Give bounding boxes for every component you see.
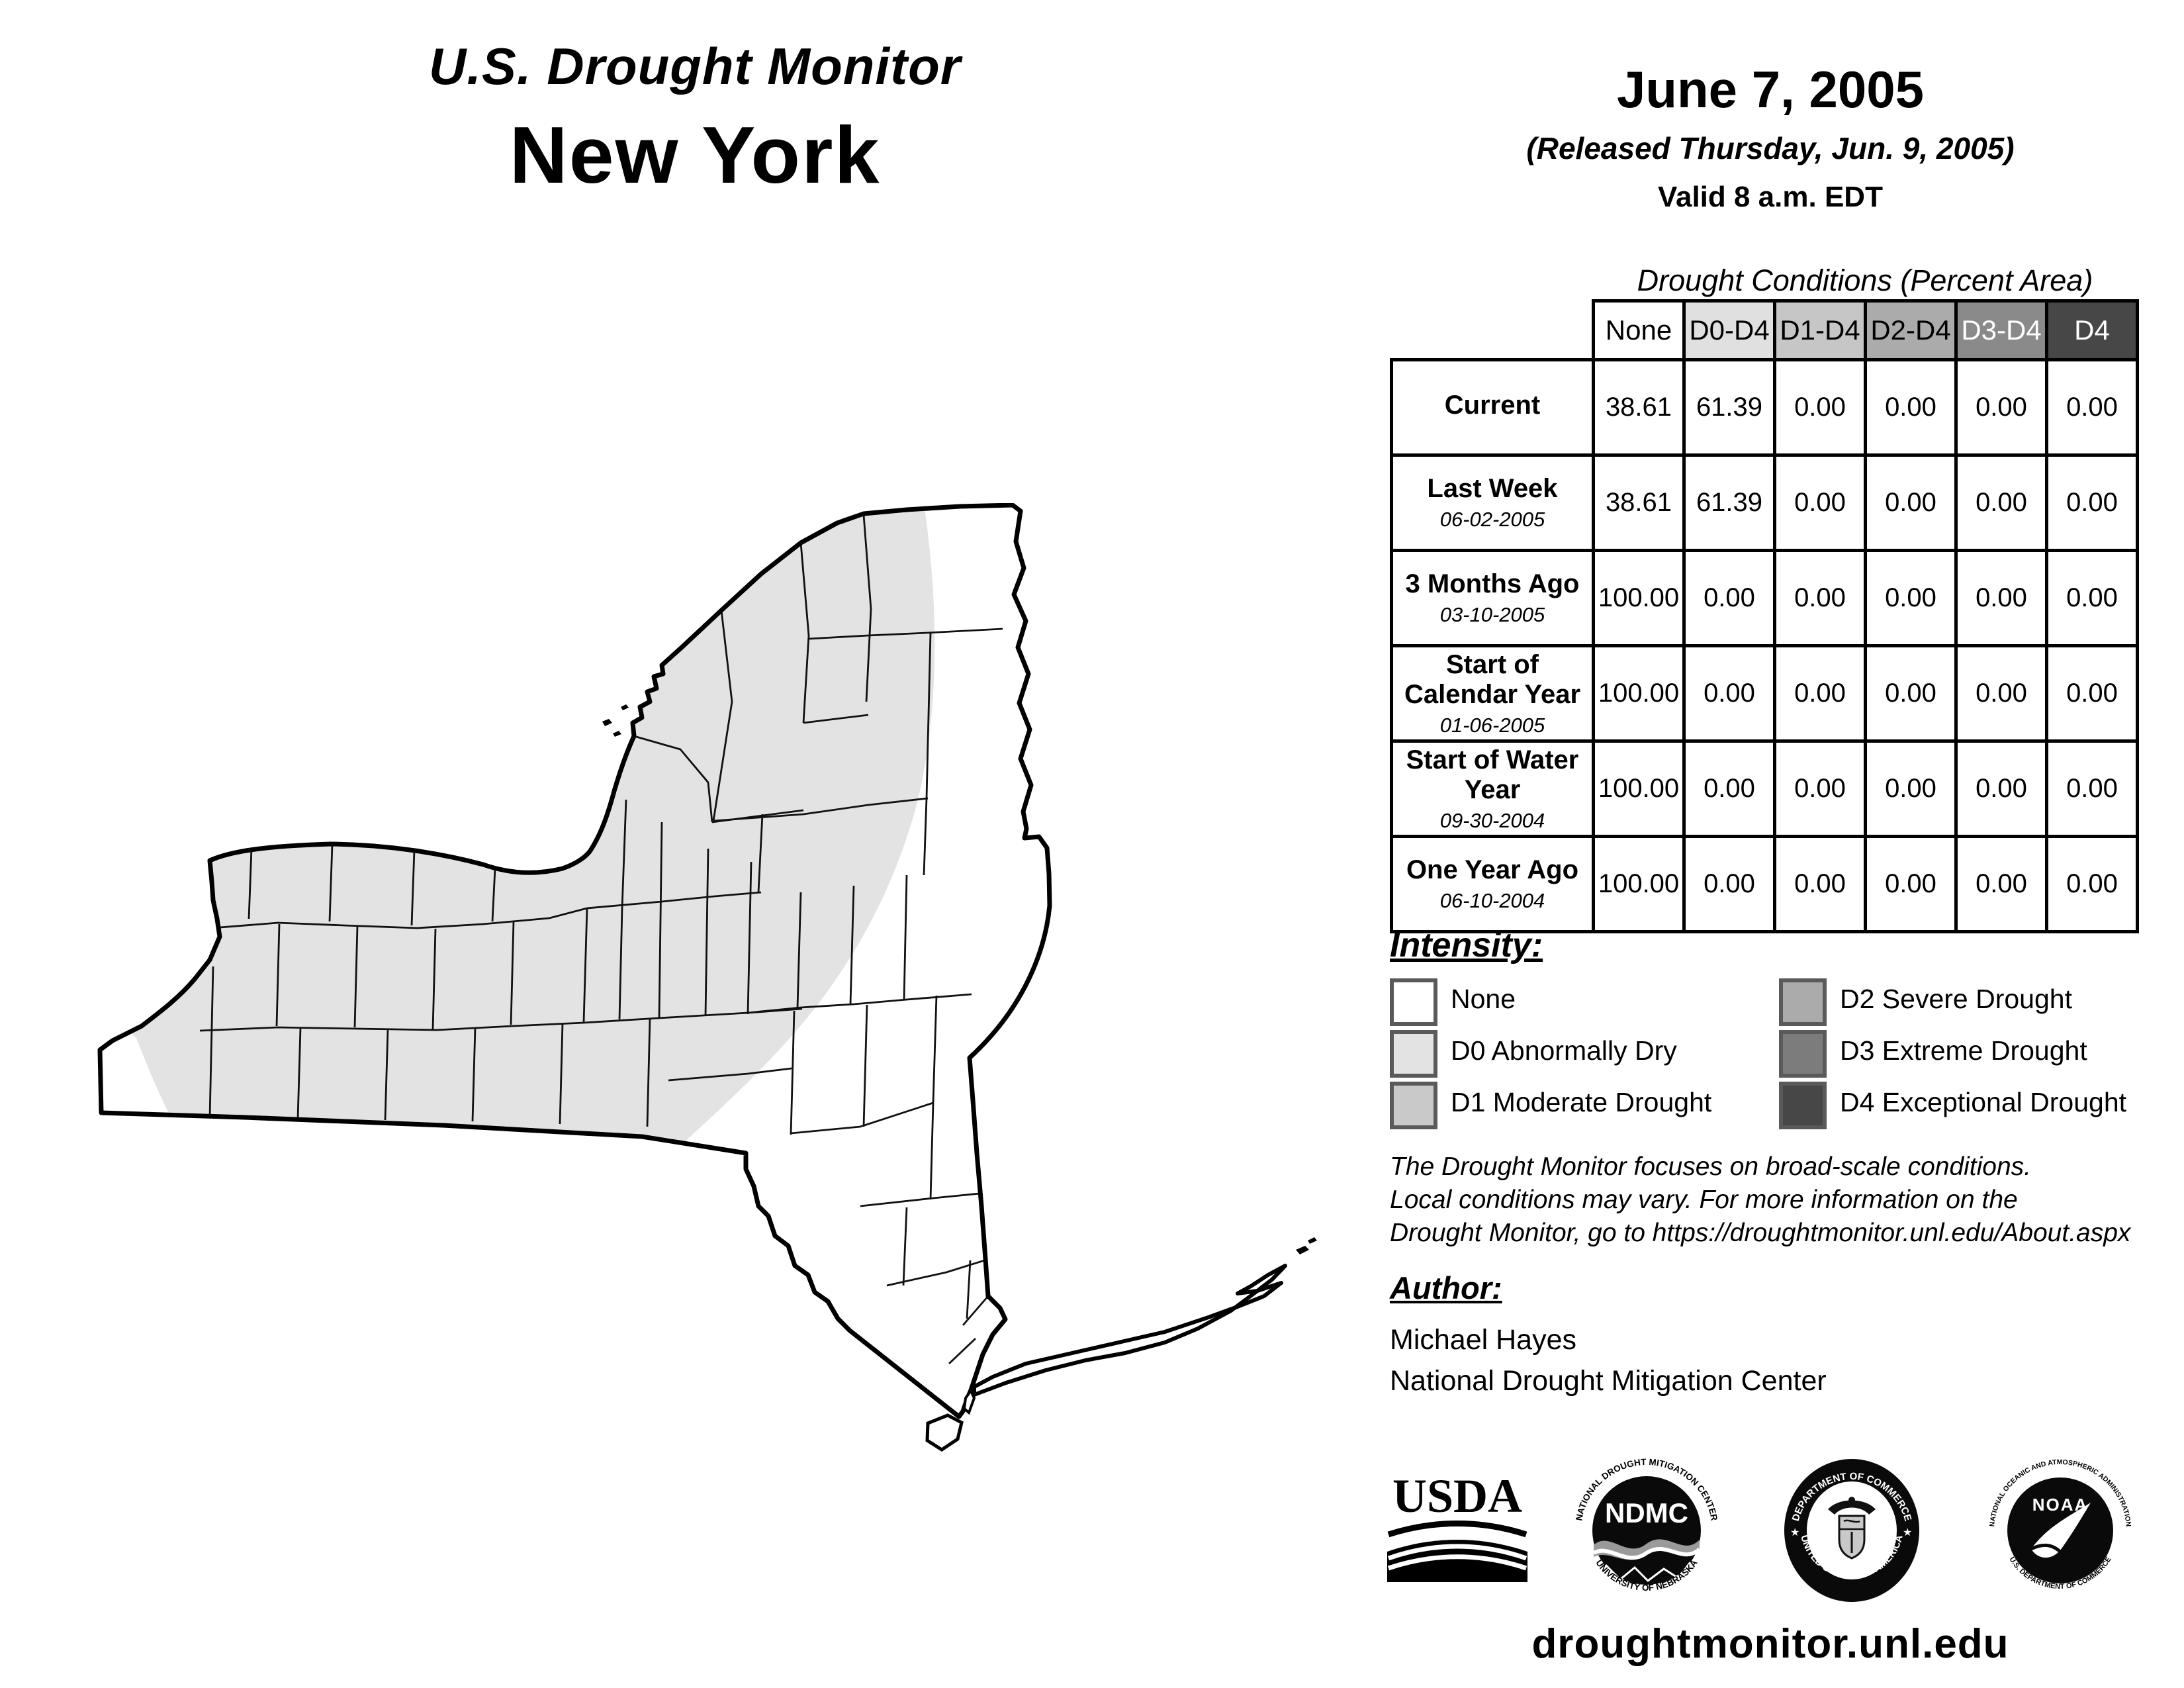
value-cell: 0.00 xyxy=(1866,837,1956,932)
d0-swatch xyxy=(1390,1030,1437,1078)
svg-text:UNIVERSITY OF NEBRASKA: UNIVERSITY OF NEBRASKA xyxy=(1594,1558,1700,1593)
date-block xyxy=(1377,60,2164,214)
table-row xyxy=(1392,741,2138,837)
map-svg xyxy=(46,503,1324,1470)
value-cell: 38.61 xyxy=(1594,455,1684,551)
col-header-d1d4: D1-D4 xyxy=(1775,301,1866,360)
disclaimer-text: The Drought Monitor focuses on broad-scale conditions. Local conditions may vary. For more information on the Drought Monitor, go to https://droughtmonitor.unl.edu/About.aspx xyxy=(1390,1152,2131,1247)
value-cell: 100.00 xyxy=(1594,551,1684,646)
svg-text:U.S. DEPARTMENT OF COMMERCE: U.S. DEPARTMENT OF COMMERCE xyxy=(2007,1555,2113,1591)
col-header-d4: D4 xyxy=(2047,301,2138,360)
usda-wordmark: USDA xyxy=(1392,1471,1523,1523)
long-island-outline xyxy=(974,1266,1285,1395)
released-date: (Released Thursday, Jun. 9, 2005) xyxy=(1526,131,2015,165)
value-cell: 0.00 xyxy=(1956,837,2047,932)
seal-star-left: ★ xyxy=(1790,1527,1800,1538)
valid-time: Valid 8 a.m. EDT xyxy=(1658,181,1883,213)
intensity-heading: Intensity: xyxy=(1390,926,1543,964)
value-cell: 38.61 xyxy=(1594,360,1684,455)
table-header-row xyxy=(1392,301,2138,360)
lake-ontario-island-2 xyxy=(613,731,621,737)
value-cell: 0.00 xyxy=(1775,360,1866,455)
value-cell: 0.00 xyxy=(1956,646,2047,741)
table-row xyxy=(1392,837,2138,932)
row-label-start-water-year: Start of Water Year 09-30-2004 xyxy=(1392,741,1594,837)
seal-star-right: ★ xyxy=(1903,1527,1913,1538)
table-row xyxy=(1392,551,2138,646)
svg-text:UNITED STATES OF AMERICA: UNITED STATES OF AMERICA xyxy=(1798,1534,1905,1581)
table-row xyxy=(1392,360,2138,455)
value-cell: 100.00 xyxy=(1594,741,1684,837)
value-cell: 0.00 xyxy=(1684,741,1775,837)
value-cell: 0.00 xyxy=(1775,741,1866,837)
table-row xyxy=(1392,646,2138,741)
value-cell: 61.39 xyxy=(1684,455,1775,551)
value-cell: 0.00 xyxy=(1775,837,1866,932)
value-cell: 0.00 xyxy=(2047,551,2138,646)
value-cell: 0.00 xyxy=(2047,455,2138,551)
value-cell: 0.00 xyxy=(1956,741,2047,837)
author-name: Michael Hayes xyxy=(1390,1324,1576,1356)
table-row xyxy=(1392,455,2138,551)
report-title: U.S. Drought Monitor xyxy=(428,37,962,95)
value-cell: 0.00 xyxy=(1956,360,2047,455)
value-cell: 0.00 xyxy=(1866,551,1956,646)
commerce-seal xyxy=(1779,1454,1925,1607)
table-corner-cell xyxy=(1392,301,1594,360)
table-caption: Drought Conditions (Percent Area) xyxy=(1637,263,2093,297)
value-cell: 100.00 xyxy=(1594,646,1684,741)
value-cell: 0.00 xyxy=(1956,455,2047,551)
drought-conditions-table xyxy=(1390,299,2139,933)
value-cell: 0.00 xyxy=(2047,837,2138,932)
noaa-logo xyxy=(1981,1451,2140,1610)
state-title: New York xyxy=(509,110,881,200)
lake-ontario-island-3 xyxy=(621,704,629,710)
ndmc-logo xyxy=(1567,1451,1726,1610)
author-heading: Author: xyxy=(1390,1270,1502,1305)
value-cell: 0.00 xyxy=(2047,741,2138,837)
value-cell: 0.00 xyxy=(1775,455,1866,551)
value-cell: 0.00 xyxy=(1866,741,1956,837)
value-cell: 100.00 xyxy=(1594,837,1684,932)
ndmc-wordmark: NDMC xyxy=(1605,1497,1688,1528)
value-cell: 0.00 xyxy=(1775,551,1866,646)
staten-island-outline xyxy=(927,1415,962,1450)
d4-swatch xyxy=(1779,1082,1827,1129)
value-cell: 0.00 xyxy=(1684,646,1775,741)
d2-swatch xyxy=(1779,978,1827,1026)
row-label-3-months-ago: 3 Months Ago 03-10-2005 xyxy=(1392,551,1594,646)
fishers-island xyxy=(1296,1246,1309,1254)
usda-logo xyxy=(1387,1471,1527,1590)
value-cell: 0.00 xyxy=(1956,551,2047,646)
col-header-none: None xyxy=(1594,301,1684,360)
value-cell: 0.00 xyxy=(1775,646,1866,741)
author-org: National Drought Mitigation Center xyxy=(1390,1365,1827,1397)
svg-text:DEPARTMENT OF COMMERCE: DEPARTMENT OF COMMERCE xyxy=(1790,1470,1914,1523)
new-york-drought-map xyxy=(46,503,1324,1470)
row-label-last-week: Last Week 06-02-2005 xyxy=(1392,455,1594,551)
value-cell: 0.00 xyxy=(1866,646,1956,741)
value-cell: 0.00 xyxy=(1866,360,1956,455)
svg-text:NATIONAL DROUGHT MITIGATION CE: NATIONAL DROUGHT MITIGATION CENTER xyxy=(1574,1456,1719,1522)
d3-swatch xyxy=(1779,1030,1827,1078)
plum-island xyxy=(1308,1237,1317,1244)
row-label-start-calendar-year: Start of Calendar Year 01-06-2005 xyxy=(1392,646,1594,741)
row-label-current: Current xyxy=(1392,360,1594,455)
map-date: June 7, 2005 xyxy=(1617,60,1924,118)
value-cell: 0.00 xyxy=(1866,455,1956,551)
drought-monitor-page: U.S. Drought Monitor New York June 7, 2005 (Released Thursday, Jun. 9, 2005) Valid 8 a.m. EDT Drought Conditions (Percent Area) None D0-D4 D1-D4 D2-D4 D3-D4 D4 Current 38.61 61.39 0.00 0.00 0.00 0.00 Last Week 06-02-2005 38.61 61.39 0.00 0.00 0.00 0.00 3 Months Ago 03-10-2005 100.00 0.00 0.00 0.00 0.00 0.00 Start of Calendar Year 01-06-2005 100.00 0.00 0.00 0.00 0.00 0.00 Start of Water Year 09-30-2004 100.00 0.00 0.00 0.00 0.00 0.00 One Year Ago 06-10-2004 100.00 0.00 0.00 0.00 0.00 0.00 Intensity: None D0 Abnormally Dry D1 Moderate Drought D2 Severe Drought D3 Extreme Drought D4 Exceptional Drought The Drought Monitor focuses on broad-scale conditions. Local conditions may vary. For more information on the Drought Monitor, go to https://droughtmonitor.unl.edu/About.aspx Author: Michael Hayes National Drought Mitigation Center USDA NDMC NATIONAL DROUGHT MITIGATION CENTER UNIVERSITY OF NEBRASKA DEPARTMENT OF COMMERCE UNITED STATES OF AMERICA ★ ★ NOAA NATIONAL OCEANIC AND ATMOSPHERIC ADMINISTRATION U.S. DEPARTMENT OF COMMERCE droughtmonitor.unl.edu xyxy=(0,0,2184,1688)
value-cell: 0.00 xyxy=(2047,646,2138,741)
noaa-wordmark: NOAA xyxy=(2032,1495,2089,1515)
logo-row xyxy=(1382,1451,2163,1610)
col-header-d0d4: D0-D4 xyxy=(1684,301,1775,360)
title-block xyxy=(165,36,1224,201)
lake-ontario-island-1 xyxy=(602,719,612,726)
svg-text:NATIONAL OCEANIC AND ATMOSPHER: NATIONAL OCEANIC AND ATMOSPHERIC ADMINISTRATION xyxy=(1988,1458,2132,1527)
col-header-d3d4: D3-D4 xyxy=(1956,301,2047,360)
none-swatch xyxy=(1390,978,1437,1026)
footer-url: droughtmonitor.unl.edu xyxy=(1531,1621,2009,1667)
row-label-one-year-ago: One Year Ago 06-10-2004 xyxy=(1392,837,1594,932)
col-header-d2d4: D2-D4 xyxy=(1866,301,1956,360)
value-cell: 0.00 xyxy=(1684,551,1775,646)
value-cell: 61.39 xyxy=(1684,360,1775,455)
value-cell: 0.00 xyxy=(1684,837,1775,932)
d1-swatch xyxy=(1390,1082,1437,1129)
value-cell: 0.00 xyxy=(2047,360,2138,455)
